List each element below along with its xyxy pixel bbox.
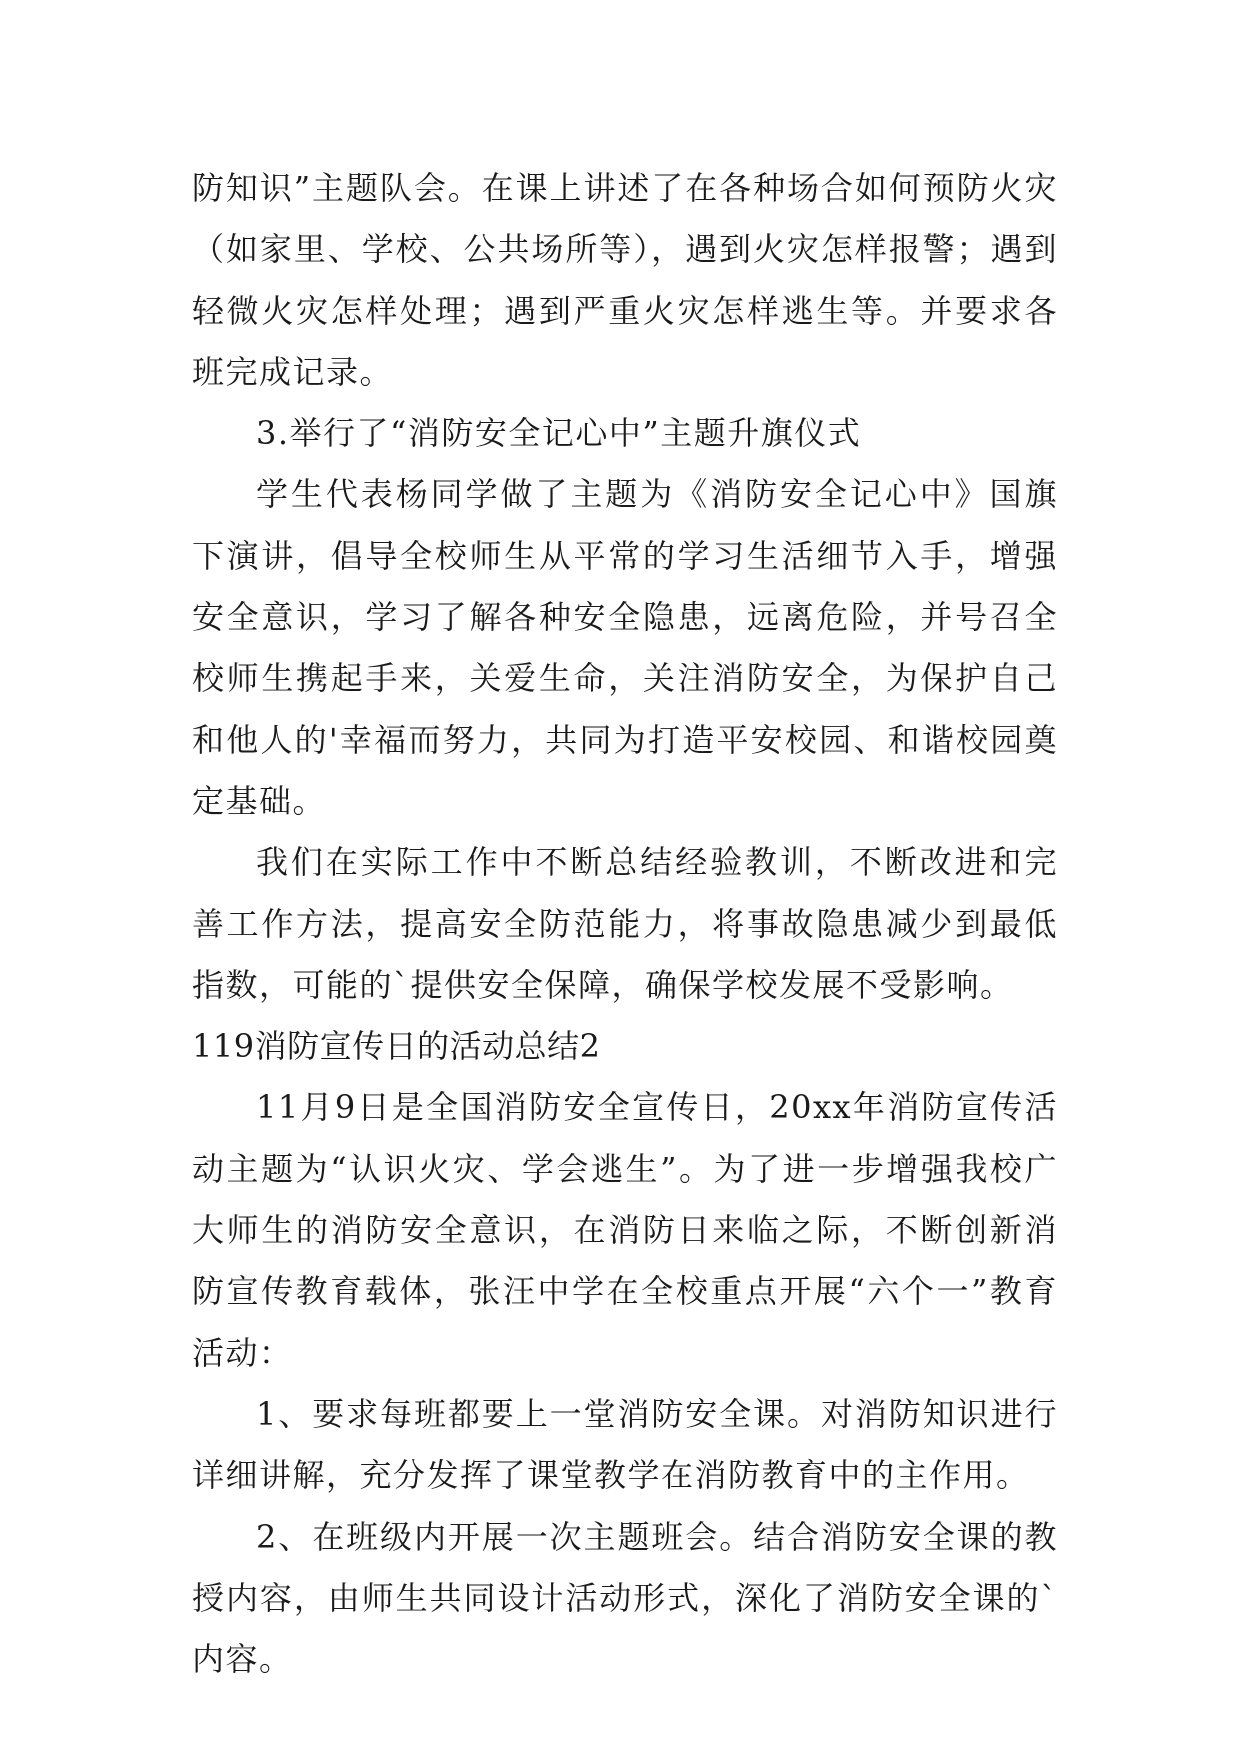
paragraph-fire-knowledge-meeting: 防知识”主题队会。在课上讲述了在各种场合如何预防火灾（如家里、学校、公共场所等），遇到火灾怎样报警；遇到轻微火灾怎样处理；遇到严重火灾怎样逃生等。并要求各班完成记录。 [192,169,1058,391]
paragraph-flag-ceremony-heading: 3.举行了“消防安全记心中”主题升旗仪式 [256,414,862,453]
document-body [192,158,1058,1690]
paragraph-work-summary: 我们在实际工作中不断总结经验教训，不断改进和完善工作方法，提高安全防范能力，将事故隐患减少到最低指数，可能的`提供安全保障，确保学校发展不受影响。 [192,843,1058,1004]
section-title-summary-2: 119消防宣传日的活动总结2 [192,1027,601,1066]
paragraph-student-speech: 学生代表杨同学做了主题为《消防安全记心中》国旗下演讲，倡导全校师生从平常的学习生活细节入手，增强安全意识，学习了解各种安全隐患，远离危险，并号召全校师生携起手来，关爱生命，关注消防安全，为保护自己和他人的'幸福而努力，共同为打造平安校园、和谐校园奠定基础。 [192,475,1058,820]
list-item-class-meeting: 2、在班级内开展一次主题班会。结合消防安全课的教授内容，由师生共同设计活动形式，深化了消防安全课的`内容。 [192,1517,1058,1679]
list-item-safety-class: 1、要求每班都要上一堂消防安全课。对消防知识进行详细讲解，充分发挥了课堂教学在消防教育中的主作用。 [192,1394,1058,1495]
paragraph-fire-day-intro: 11月9日是全国消防安全宣传日，20xx年消防宣传活动主题为“认识火灾、学会逃生”。为了进一步增强我校广大师生的消防安全意识，在消防日来临之际，不断创新消防宣传教育载体，张汪中学在全校重点开展“六个一”教育活动： [192,1088,1058,1372]
